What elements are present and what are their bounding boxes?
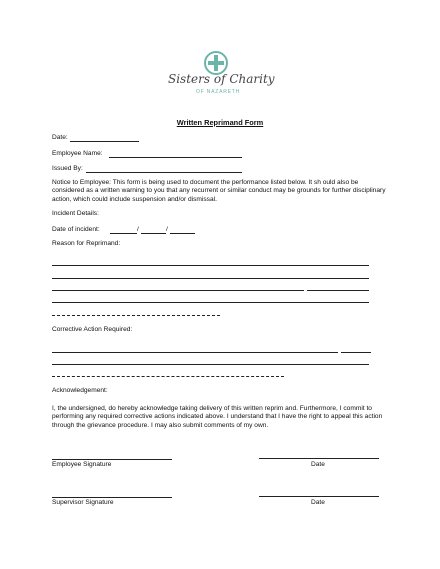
supervisor-signature-field[interactable] bbox=[52, 497, 172, 498]
reason-line-2[interactable] bbox=[52, 278, 369, 279]
employee-signature-date-field[interactable] bbox=[259, 458, 379, 459]
supervisor-signature-label: Supervisor Signature bbox=[52, 499, 114, 506]
date-separator-1: / bbox=[137, 226, 139, 233]
reason-line-5[interactable] bbox=[52, 315, 220, 316]
corrective-action-label: Corrective Action Required: bbox=[52, 326, 133, 333]
notice-text: Notice to Employee: This form is being used to document the performance listed below. It sh ould also be considered as a written warning to you that any recurrent or similar conduct may be grounds for further disciplinary action, which could include suspension and/or dismissal. bbox=[52, 179, 386, 203]
employee-name-label: Employee Name: bbox=[52, 150, 103, 157]
supervisor-signature-date-field[interactable] bbox=[259, 496, 379, 497]
cross-icon-horizontal bbox=[208, 61, 224, 65]
acknowledgement-label: Acknowledgement: bbox=[52, 387, 108, 394]
supervisor-signature-date-label: Date bbox=[311, 499, 325, 506]
reason-line-3b[interactable] bbox=[307, 290, 369, 291]
date-of-incident-label: Date of incident: bbox=[52, 226, 100, 233]
issued-by-label: Issued By: bbox=[52, 165, 83, 172]
acknowledgement-text: I, the undersigned, do hereby acknowledge taking delivery of this written reprim and. Furthermore, I commit to performing any required corrective actions indicated above. I understand that I have the right to appeal this action through the grievance procedure. I may also submit comments of my own. bbox=[52, 405, 383, 429]
issued-by-field[interactable] bbox=[86, 172, 242, 173]
incident-details-label: Incident Details: bbox=[52, 210, 99, 217]
logo-subtitle: OF NAZARETH bbox=[195, 89, 241, 95]
reason-line-3[interactable] bbox=[52, 290, 304, 291]
corrective-line-3[interactable] bbox=[52, 376, 284, 377]
reason-label: Reason for Reprimand: bbox=[52, 240, 121, 247]
corrective-line-1b[interactable] bbox=[341, 352, 371, 353]
employee-signature-date-label: Date bbox=[311, 461, 325, 468]
incident-year-field[interactable] bbox=[170, 233, 195, 234]
reason-line-4[interactable] bbox=[52, 302, 369, 303]
logo-name: Sisters of Charity bbox=[168, 72, 275, 86]
incident-day-field[interactable] bbox=[141, 233, 166, 234]
corrective-line-1[interactable] bbox=[52, 352, 338, 353]
form-title: Written Reprimand Form bbox=[176, 118, 264, 127]
employee-signature-label: Employee Signature bbox=[52, 461, 112, 468]
reason-line-1[interactable] bbox=[52, 265, 369, 266]
employee-signature-field[interactable] bbox=[52, 459, 172, 460]
date-label: Date: bbox=[52, 134, 68, 141]
employee-name-field[interactable] bbox=[109, 157, 242, 158]
incident-month-field[interactable] bbox=[110, 233, 137, 234]
date-separator-2: / bbox=[166, 226, 168, 233]
corrective-line-2[interactable] bbox=[52, 364, 369, 365]
date-field[interactable] bbox=[70, 141, 139, 142]
